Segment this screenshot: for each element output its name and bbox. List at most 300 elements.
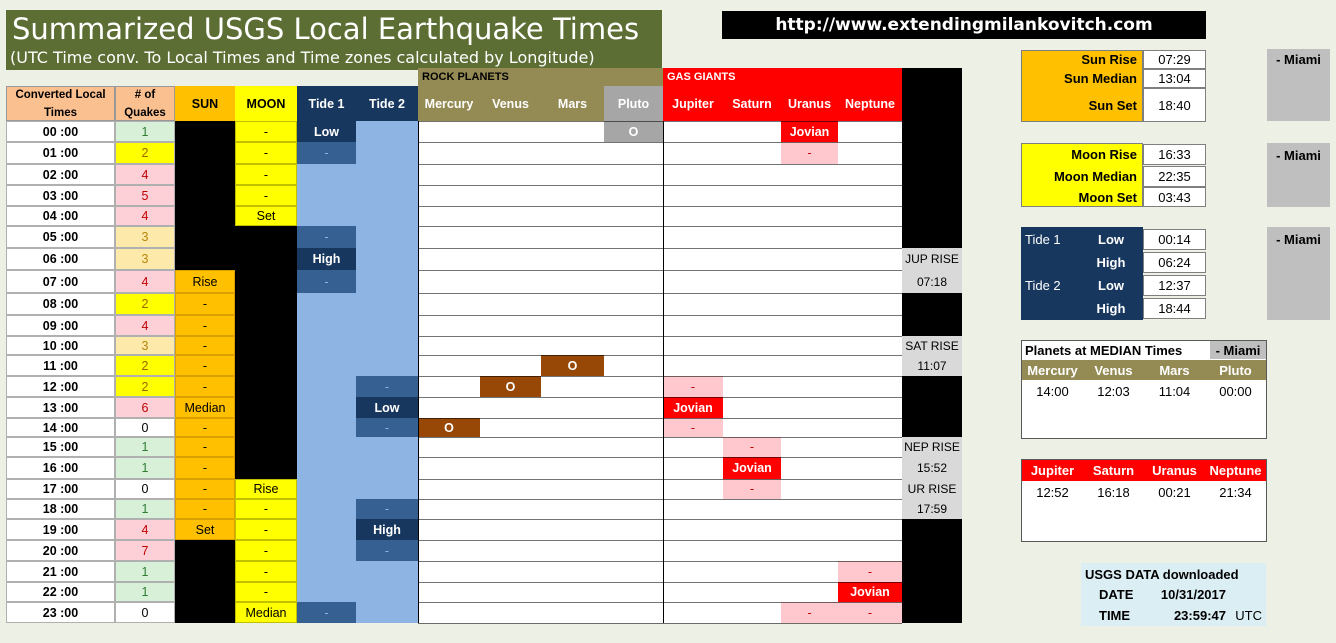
- uranus-cell: [781, 561, 838, 582]
- usgs-timezone: UTC: [1235, 607, 1262, 623]
- hour-cell: 21 :00: [6, 561, 115, 582]
- planets-median-location: - Miami: [1210, 341, 1266, 359]
- tide1-cell: [297, 293, 356, 315]
- moon-cell: -: [235, 164, 297, 185]
- usgs-time-value: 23:59:47: [1173, 607, 1226, 623]
- saturn-cell: [723, 602, 781, 623]
- moon-cell: [235, 418, 297, 437]
- website-url[interactable]: http://www.extendingmilankovitch.com: [722, 11, 1206, 39]
- mercury-cell: [418, 397, 480, 418]
- tide1-cell: [297, 376, 356, 397]
- planets-median-value-mercury: 14:00: [1036, 383, 1069, 399]
- moon-set-label: Moon Set: [1078, 189, 1137, 205]
- mars-cell: O: [541, 355, 604, 376]
- jupiter-cell: [663, 499, 723, 519]
- grid-line: [663, 121, 664, 623]
- tide-high-label: High: [1096, 255, 1126, 270]
- mercury-cell: [418, 582, 480, 602]
- pluto-cell: [604, 437, 663, 457]
- quake-count-cell: 4: [115, 164, 175, 185]
- tide1-cell: [297, 519, 356, 540]
- quake-count-cell: 1: [115, 561, 175, 582]
- hour-cell: 00 :00: [6, 121, 115, 142]
- quake-count-cell: 2: [115, 293, 175, 315]
- uranus-cell: [781, 418, 838, 437]
- mercury-cell: [418, 121, 480, 142]
- mars-cell: [541, 457, 604, 479]
- grid-line: [418, 270, 902, 271]
- moon-cell: Rise: [235, 479, 297, 499]
- sun-cell: -: [175, 457, 235, 479]
- rock-planets-group-header: ROCK PLANETS: [418, 68, 663, 86]
- sun-median-value: 13:04: [1143, 69, 1206, 88]
- tide2-cell: [356, 582, 418, 602]
- venus-cell: [480, 121, 541, 142]
- sun-cell: -: [175, 376, 235, 397]
- pluto-cell: [604, 418, 663, 437]
- moon-cell: [235, 226, 297, 248]
- sun-cell: [175, 248, 235, 270]
- mars-cell: [541, 315, 604, 336]
- rise-column-cell: [902, 519, 962, 540]
- neptune-cell: [838, 437, 902, 457]
- uranus-cell: [781, 206, 838, 226]
- mercury-cell: [418, 479, 480, 499]
- tide2-cell: [356, 142, 418, 164]
- tide2-cell: High: [356, 519, 418, 540]
- uranus-cell: [781, 185, 838, 206]
- tide1-cell: [297, 479, 356, 499]
- pluto-cell: [604, 270, 663, 293]
- hour-cell: 18 :00: [6, 499, 115, 519]
- saturn-cell: [723, 336, 781, 355]
- uranus-cell: [781, 499, 838, 519]
- quake-count-cell: 4: [115, 315, 175, 336]
- grid-line: [418, 397, 902, 398]
- hour-cell: 22 :00: [6, 582, 115, 602]
- sun-cell: -: [175, 479, 235, 499]
- mars-cell: [541, 519, 604, 540]
- mars-cell: [541, 226, 604, 248]
- tide-low-label: Low: [1098, 232, 1124, 247]
- sun-median-label: Sun Median: [1064, 71, 1137, 86]
- tide2-cell: -: [356, 499, 418, 519]
- nep-rise-time: 15:52: [902, 457, 962, 479]
- jupiter-cell: [663, 185, 723, 206]
- mars-cell: [541, 561, 604, 582]
- venus-cell: [480, 355, 541, 376]
- sun-cell: [175, 164, 235, 185]
- usgs-date-value: 10/31/2017: [1160, 586, 1226, 602]
- rise-column-cell: [902, 164, 962, 185]
- sun-cell: Median: [175, 397, 235, 418]
- mars-cell: [541, 185, 604, 206]
- rise-column-cell: [902, 315, 962, 336]
- hour-cell: 20 :00: [6, 540, 115, 561]
- quake-count-cell: 2: [115, 142, 175, 164]
- moon-median-label: Moon Median: [1053, 169, 1137, 184]
- planets-median-header-venus: Venus: [1083, 360, 1144, 380]
- neptune-cell: [838, 540, 902, 561]
- neptune-cell: [838, 121, 902, 142]
- grid-line: [418, 376, 902, 377]
- hour-cell: 06 :00: [6, 248, 115, 270]
- tide2-cell: [356, 437, 418, 457]
- tide2-cell: [356, 293, 418, 315]
- sun-cell: Set: [175, 519, 235, 540]
- planets-median-value-venus: 12:03: [1097, 383, 1130, 399]
- saturn-cell: [723, 561, 781, 582]
- uranus-cell: [781, 336, 838, 355]
- tide1-cell: -: [297, 270, 356, 293]
- sun-cell: -: [175, 336, 235, 355]
- tide2-cell: [356, 561, 418, 582]
- moon-cell: -: [235, 142, 297, 164]
- tide1-cell: [297, 499, 356, 519]
- hour-cell: 23 :00: [6, 602, 115, 623]
- tide2-cell: [356, 185, 418, 206]
- moon-cell: -: [235, 499, 297, 519]
- gas-median-value-uranus: 00:21: [1158, 484, 1191, 500]
- hour-cell: 09 :00: [6, 315, 115, 336]
- gas-median-value-jupiter: 12:52: [1036, 484, 1069, 500]
- pluto-cell: [604, 315, 663, 336]
- pluto-cell: O: [604, 121, 663, 142]
- moon-cell: [235, 397, 297, 418]
- pluto-cell: [604, 376, 663, 397]
- saturn-cell: [723, 582, 781, 602]
- tide2-cell: [356, 121, 418, 142]
- rise-column-cell: [902, 602, 962, 623]
- sat-rise-time: 11:07: [902, 355, 962, 376]
- tide1-cell: -: [297, 226, 356, 248]
- grid-line: [418, 623, 902, 624]
- mercury-cell: [418, 519, 480, 540]
- column-header-saturn: Saturn: [723, 86, 781, 121]
- rise-column-cell: [902, 540, 962, 561]
- grid-line: [418, 582, 902, 583]
- grid-line: [418, 418, 902, 419]
- sun-cell: [175, 142, 235, 164]
- neptune-cell: [838, 293, 902, 315]
- mercury-cell: [418, 540, 480, 561]
- jup-rise-time: 07:18: [902, 270, 962, 293]
- rise-column-cell: [902, 121, 962, 142]
- moon-rise-value: 16:33: [1143, 144, 1206, 165]
- tide2-cell: [356, 164, 418, 185]
- saturn-cell: Jovian: [723, 457, 781, 479]
- hour-cell: 19 :00: [6, 519, 115, 540]
- usgs-time-label: TIME: [1099, 607, 1131, 623]
- venus-cell: [480, 437, 541, 457]
- quake-count-cell: 7: [115, 540, 175, 561]
- tide1-cell: -: [297, 142, 356, 164]
- sun-cell: [175, 185, 235, 206]
- uranus-cell: [781, 376, 838, 397]
- quake-count-cell: 1: [115, 582, 175, 602]
- rise-column-cell: [902, 226, 962, 248]
- hour-cell: 05 :00: [6, 226, 115, 248]
- uranus-cell: [781, 437, 838, 457]
- quake-count-cell: 4: [115, 270, 175, 293]
- neptune-cell: [838, 226, 902, 248]
- grid-line: [418, 121, 902, 122]
- moon-cell: -: [235, 561, 297, 582]
- mars-cell: [541, 602, 604, 623]
- rise-column-cell: [902, 376, 962, 397]
- venus-cell: [480, 206, 541, 226]
- quake-count-cell: 2: [115, 376, 175, 397]
- venus-cell: [480, 602, 541, 623]
- mars-cell: [541, 293, 604, 315]
- pluto-cell: [604, 142, 663, 164]
- mercury-cell: [418, 602, 480, 623]
- tide2-cell: -: [356, 540, 418, 561]
- moon-cell: [235, 376, 297, 397]
- column-header-tide1: Tide 1: [297, 86, 356, 121]
- grid-line: [418, 540, 902, 541]
- saturn-cell: [723, 376, 781, 397]
- tide1-cell: [297, 457, 356, 479]
- quake-count-cell: 1: [115, 121, 175, 142]
- venus-cell: [480, 226, 541, 248]
- planets-median-value-mars: 11:04: [1158, 383, 1191, 399]
- uranus-cell: -: [781, 602, 838, 623]
- black-column-header: [902, 86, 962, 121]
- tide2-cell: [356, 315, 418, 336]
- uranus-cell: [781, 519, 838, 540]
- sun-set-value: 18:40: [1143, 88, 1206, 122]
- quake-count-cell: 3: [115, 336, 175, 355]
- saturn-cell: [723, 397, 781, 418]
- pluto-cell: [604, 499, 663, 519]
- sun-cell: -: [175, 499, 235, 519]
- tide2-cell: Low: [356, 397, 418, 418]
- grid-line: [418, 293, 902, 294]
- mars-cell: [541, 248, 604, 270]
- jupiter-cell: Jovian: [663, 397, 723, 418]
- saturn-cell: [723, 164, 781, 185]
- tide2-cell: [356, 206, 418, 226]
- tide-t2-high-value: 18:44: [1143, 298, 1206, 319]
- tide1-cell: [297, 315, 356, 336]
- grid-line: [418, 519, 902, 520]
- hour-cell: 10 :00: [6, 336, 115, 355]
- hour-cell: 12 :00: [6, 376, 115, 397]
- tide1-cell: [297, 561, 356, 582]
- grid-line: [418, 602, 902, 603]
- rise-column-cell: [902, 206, 962, 226]
- tide1-cell: -: [297, 602, 356, 623]
- rise-column-cell: [902, 142, 962, 164]
- tide1-cell: [297, 582, 356, 602]
- venus-cell: [480, 336, 541, 355]
- rise-column-cell: [902, 397, 962, 418]
- jupiter-cell: [663, 437, 723, 457]
- pluto-cell: [604, 602, 663, 623]
- saturn-cell: [723, 121, 781, 142]
- grid-line: [418, 248, 902, 249]
- venus-cell: [480, 142, 541, 164]
- venus-cell: [480, 540, 541, 561]
- usgs-title: USGS DATA downloaded: [1085, 566, 1239, 582]
- tide1-cell: [297, 336, 356, 355]
- quake-count-cell: 0: [115, 479, 175, 499]
- column-header-uranus: Uranus: [781, 86, 838, 121]
- saturn-cell: -: [723, 437, 781, 457]
- pluto-cell: [604, 164, 663, 185]
- pluto-cell: [604, 582, 663, 602]
- mars-cell: [541, 164, 604, 185]
- hour-cell: 01 :00: [6, 142, 115, 164]
- gas-median-header-neptune: Neptune: [1205, 460, 1266, 481]
- neptune-cell: [838, 418, 902, 437]
- mars-cell: [541, 397, 604, 418]
- moon-cell: [235, 293, 297, 315]
- sun-cell: [175, 206, 235, 226]
- quake-count-cell: 4: [115, 206, 175, 226]
- uranus-cell: [781, 164, 838, 185]
- location-label: - Miami: [1276, 147, 1321, 163]
- sun-rise-label: Sun Rise: [1081, 52, 1137, 67]
- saturn-cell: [723, 142, 781, 164]
- sun-set-label: Sun Set: [1088, 97, 1137, 113]
- venus-cell: [480, 270, 541, 293]
- jupiter-cell: [663, 355, 723, 376]
- column-header-jupiter: Jupiter: [663, 86, 723, 121]
- uranus-cell: [781, 248, 838, 270]
- saturn-cell: [723, 418, 781, 437]
- pluto-cell: [604, 457, 663, 479]
- saturn-cell: [723, 248, 781, 270]
- uranus-cell: [781, 355, 838, 376]
- mercury-cell: [418, 499, 480, 519]
- jupiter-cell: [663, 226, 723, 248]
- mercury-cell: [418, 226, 480, 248]
- grid-line: [418, 355, 902, 356]
- moon-cell: -: [235, 185, 297, 206]
- grid-line: [418, 121, 419, 623]
- rise-column-cell: [902, 582, 962, 602]
- gas-median-value-neptune: 21:34: [1219, 484, 1252, 500]
- jupiter-cell: [663, 519, 723, 540]
- mercury-cell: [418, 437, 480, 457]
- tide-t2-low-value: 12:37: [1143, 275, 1206, 296]
- mars-cell: [541, 206, 604, 226]
- saturn-cell: -: [723, 479, 781, 499]
- neptune-cell: [838, 479, 902, 499]
- gas-giants-group-header: GAS GIANTS: [663, 68, 902, 86]
- venus-cell: [480, 248, 541, 270]
- quake-count-cell: 3: [115, 248, 175, 270]
- jupiter-cell: [663, 479, 723, 499]
- venus-cell: [480, 293, 541, 315]
- neptune-cell: [838, 519, 902, 540]
- moon-cell: [235, 355, 297, 376]
- rise-column-cell: [902, 561, 962, 582]
- venus-cell: [480, 561, 541, 582]
- column-header-neptune: Neptune: [838, 86, 902, 121]
- quake-count-cell: 5: [115, 185, 175, 206]
- saturn-cell: [723, 293, 781, 315]
- neptune-cell: [838, 355, 902, 376]
- mars-cell: [541, 376, 604, 397]
- tide1-cell: [297, 437, 356, 457]
- mercury-cell: [418, 376, 480, 397]
- tide1-cell: Low: [297, 121, 356, 142]
- saturn-cell: [723, 355, 781, 376]
- neptune-cell: [838, 376, 902, 397]
- grid-line: [418, 185, 902, 186]
- jup-rise-label: JUP RISE: [902, 248, 962, 270]
- mars-cell: [541, 540, 604, 561]
- jupiter-cell: [663, 121, 723, 142]
- tide1-cell: [297, 540, 356, 561]
- planets-median-value-pluto: 00:00: [1219, 383, 1252, 399]
- hour-cell: 07 :00: [6, 270, 115, 293]
- quake-count-cell: 6: [115, 397, 175, 418]
- neptune-cell: [838, 185, 902, 206]
- neptune-cell: -: [838, 602, 902, 623]
- title-banner: [6, 10, 662, 70]
- mars-cell: [541, 336, 604, 355]
- mars-cell: [541, 582, 604, 602]
- sun-cell: -: [175, 418, 235, 437]
- neptune-cell: [838, 142, 902, 164]
- quake-count-cell: 4: [115, 519, 175, 540]
- page-subtitle: (UTC Time conv. To Local Times and Time zones calculated by Longitude): [10, 48, 595, 67]
- neptune-cell: [838, 397, 902, 418]
- tide1-cell: [297, 164, 356, 185]
- uranus-cell: [781, 540, 838, 561]
- pluto-cell: [604, 397, 663, 418]
- hour-cell: 03 :00: [6, 185, 115, 206]
- uranus-cell: [781, 397, 838, 418]
- tide-low-label: Low: [1098, 278, 1124, 293]
- column-header-tide2: Tide 2: [356, 86, 418, 121]
- mercury-cell: [418, 293, 480, 315]
- venus-cell: [480, 315, 541, 336]
- neptune-cell: [838, 164, 902, 185]
- tide2-label: Tide 2: [1025, 278, 1061, 293]
- tide2-cell: [356, 336, 418, 355]
- moon-cell: -: [235, 519, 297, 540]
- pluto-cell: [604, 248, 663, 270]
- hour-cell: 16 :00: [6, 457, 115, 479]
- venus-cell: [480, 499, 541, 519]
- pluto-cell: [604, 519, 663, 540]
- saturn-cell: [723, 499, 781, 519]
- ur-rise-time: 17:59: [902, 499, 962, 519]
- column-header-sun: SUN: [175, 86, 235, 121]
- sun-cell: [175, 561, 235, 582]
- moon-cell: [235, 437, 297, 457]
- column-header-venus: Venus: [480, 86, 541, 121]
- mercury-cell: [418, 270, 480, 293]
- grid-line: [418, 499, 902, 500]
- mercury-cell: [418, 142, 480, 164]
- column-header-pluto: Pluto: [604, 86, 663, 121]
- sun-cell: [175, 582, 235, 602]
- saturn-cell: [723, 519, 781, 540]
- mercury-cell: [418, 457, 480, 479]
- jupiter-cell: [663, 540, 723, 561]
- grid-line: [418, 315, 902, 316]
- venus-cell: [480, 519, 541, 540]
- quake-count-cell: 1: [115, 437, 175, 457]
- mars-cell: [541, 418, 604, 437]
- quake-count-cell: 3: [115, 226, 175, 248]
